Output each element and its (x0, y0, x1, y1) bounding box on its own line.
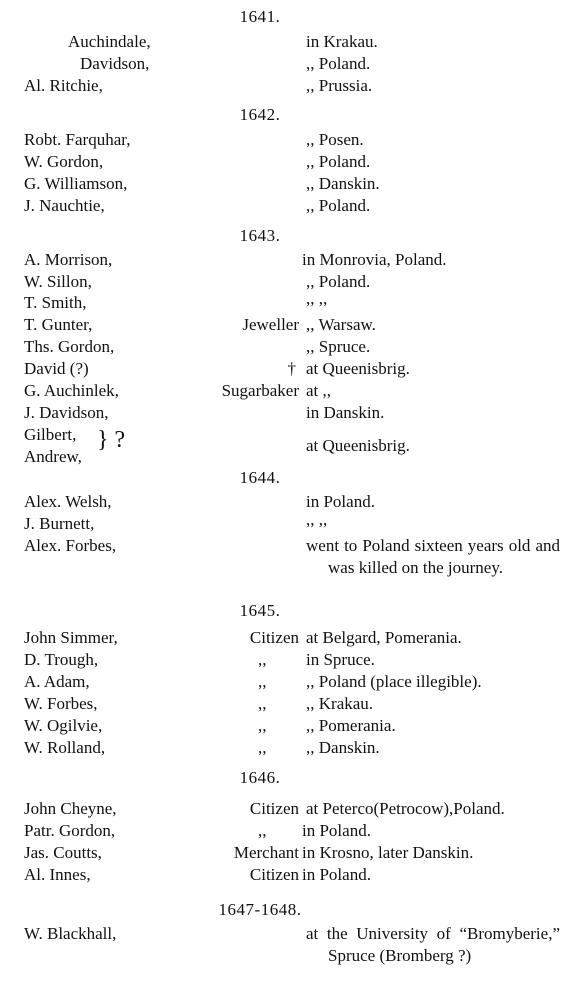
entry-name: J. Davidson, (24, 403, 109, 422)
entry-place: ,, ,, (306, 289, 328, 308)
entry-occupation: Jeweller (242, 315, 299, 334)
entry-name: David (?) (24, 359, 89, 378)
entry-name: Ths. Gordon, (24, 337, 115, 356)
entry-name: W. Forbes, (24, 694, 98, 713)
entry-name: W. Ogilvie, (24, 716, 103, 735)
entry-place: in Poland. (302, 865, 371, 884)
entry-name: Davidson, (80, 54, 150, 73)
entry-occupation: Citizen (249, 799, 299, 818)
entry-place: at ,, (306, 381, 332, 400)
year-heading: 1647-1648. (218, 900, 302, 919)
entry-name: W. Sillon, (24, 272, 92, 291)
year-heading: 1641. (239, 7, 281, 26)
entry-name: Gilbert, (24, 425, 77, 444)
entry-place: ,, Posen. (306, 130, 364, 149)
entry-place: in Monrovia, Poland. (302, 250, 447, 269)
dagger-mark: † (287, 359, 296, 378)
entry-occupation: Citizen (249, 628, 299, 647)
entry-name: A. Morrison, (24, 250, 113, 269)
ditto-mark: ,, (258, 650, 267, 669)
ditto-mark: ,, (258, 738, 267, 757)
entry-name: Auchindale, (68, 32, 151, 51)
entry-place: in Krosno, later Danskin. (302, 843, 474, 862)
entry-place: at Peterco(Petrocow),Poland. (306, 799, 505, 818)
entry-name: W. Gordon, (24, 152, 104, 171)
entry-place: ,, Poland. (306, 196, 371, 215)
entry-name: Robt. Farquhar, (24, 130, 131, 149)
ditto-mark: ,, (258, 821, 267, 840)
entry-name: J. Burnett, (24, 514, 95, 533)
entry-place: ,, Krakau. (306, 694, 374, 713)
entry-place: in Spruce. (306, 650, 375, 669)
entry-name: G. Auchinlek, (24, 381, 119, 400)
entry-place: ,, Warsaw. (306, 315, 376, 334)
entry-name: T. Gunter, (24, 315, 93, 334)
entry-place: ,, Poland. (306, 54, 371, 73)
entry-place: in Krakau. (306, 32, 378, 51)
ditto-mark: ,, (258, 694, 267, 713)
entry-place: ,, Danskin. (306, 738, 380, 757)
entry-name: T. Smith, (24, 293, 87, 312)
entry-place: in Poland. (306, 492, 375, 511)
entry-place: ,, Danskin. (306, 174, 380, 193)
year-heading: 1645. (239, 601, 281, 620)
entry-name: John Simmer, (24, 628, 118, 647)
entry-name: J. Nauchtie, (24, 196, 105, 215)
entry-name: D. Trough, (24, 650, 99, 669)
entry-place: in Danskin. (306, 403, 385, 422)
entry-place: at Queenisbrig. (306, 359, 410, 378)
entry-place: in Poland. (302, 821, 371, 840)
entry-name: Patr. Gordon, (24, 821, 116, 840)
entry-place: went to Poland sixteen years old and was killed on the journey. (306, 536, 560, 577)
grouping-brace: } ? (97, 427, 126, 453)
entry-name: A. Adam, (24, 672, 90, 691)
entry-name: G. Williamson, (24, 174, 128, 193)
entry-name: John Cheyne, (24, 799, 117, 818)
year-heading: 1644. (239, 468, 281, 487)
year-heading: 1646. (239, 768, 281, 787)
entry-place: ,, Poland. (306, 272, 371, 291)
year-heading: 1643. (239, 226, 281, 245)
entry-name: W. Rolland, (24, 738, 106, 757)
entry-occupation: Citizen (249, 865, 299, 884)
entry-name: Al. Innes, (24, 865, 91, 884)
entry-name: W. Blackhall, (24, 924, 117, 943)
entry-place: ,, Poland (place illegible). (306, 672, 482, 691)
year-heading: 1642. (239, 105, 281, 124)
entry-occupation: Sugarbaker (221, 381, 299, 400)
entry-occupation: Merchant (233, 843, 299, 862)
entry-place: ,, Pomerania. (306, 716, 396, 735)
entry-name: Alex. Forbes, (24, 536, 117, 555)
entry-place: ,, Prussia. (306, 76, 373, 95)
ditto-mark: ,, (258, 716, 267, 735)
entry-place: ,, Spruce. (306, 337, 371, 356)
entry-name: Alex. Welsh, (24, 492, 112, 511)
entry-place: at the University of “Bromyberie,” Spruce (Bromberg ?) (306, 924, 560, 965)
entry-name: Al. Ritchie, (24, 76, 103, 95)
entry-name: Jas. Coutts, (24, 843, 102, 862)
ditto-mark: ,, (258, 672, 267, 691)
entry-place: ,, Poland. (306, 152, 371, 171)
entry-place: at Queenisbrig. (306, 436, 410, 455)
entry-place: ,, ,, (306, 510, 328, 529)
entry-place: at Belgard, Pomerania. (306, 628, 462, 647)
entry-name: Andrew, (24, 447, 82, 466)
